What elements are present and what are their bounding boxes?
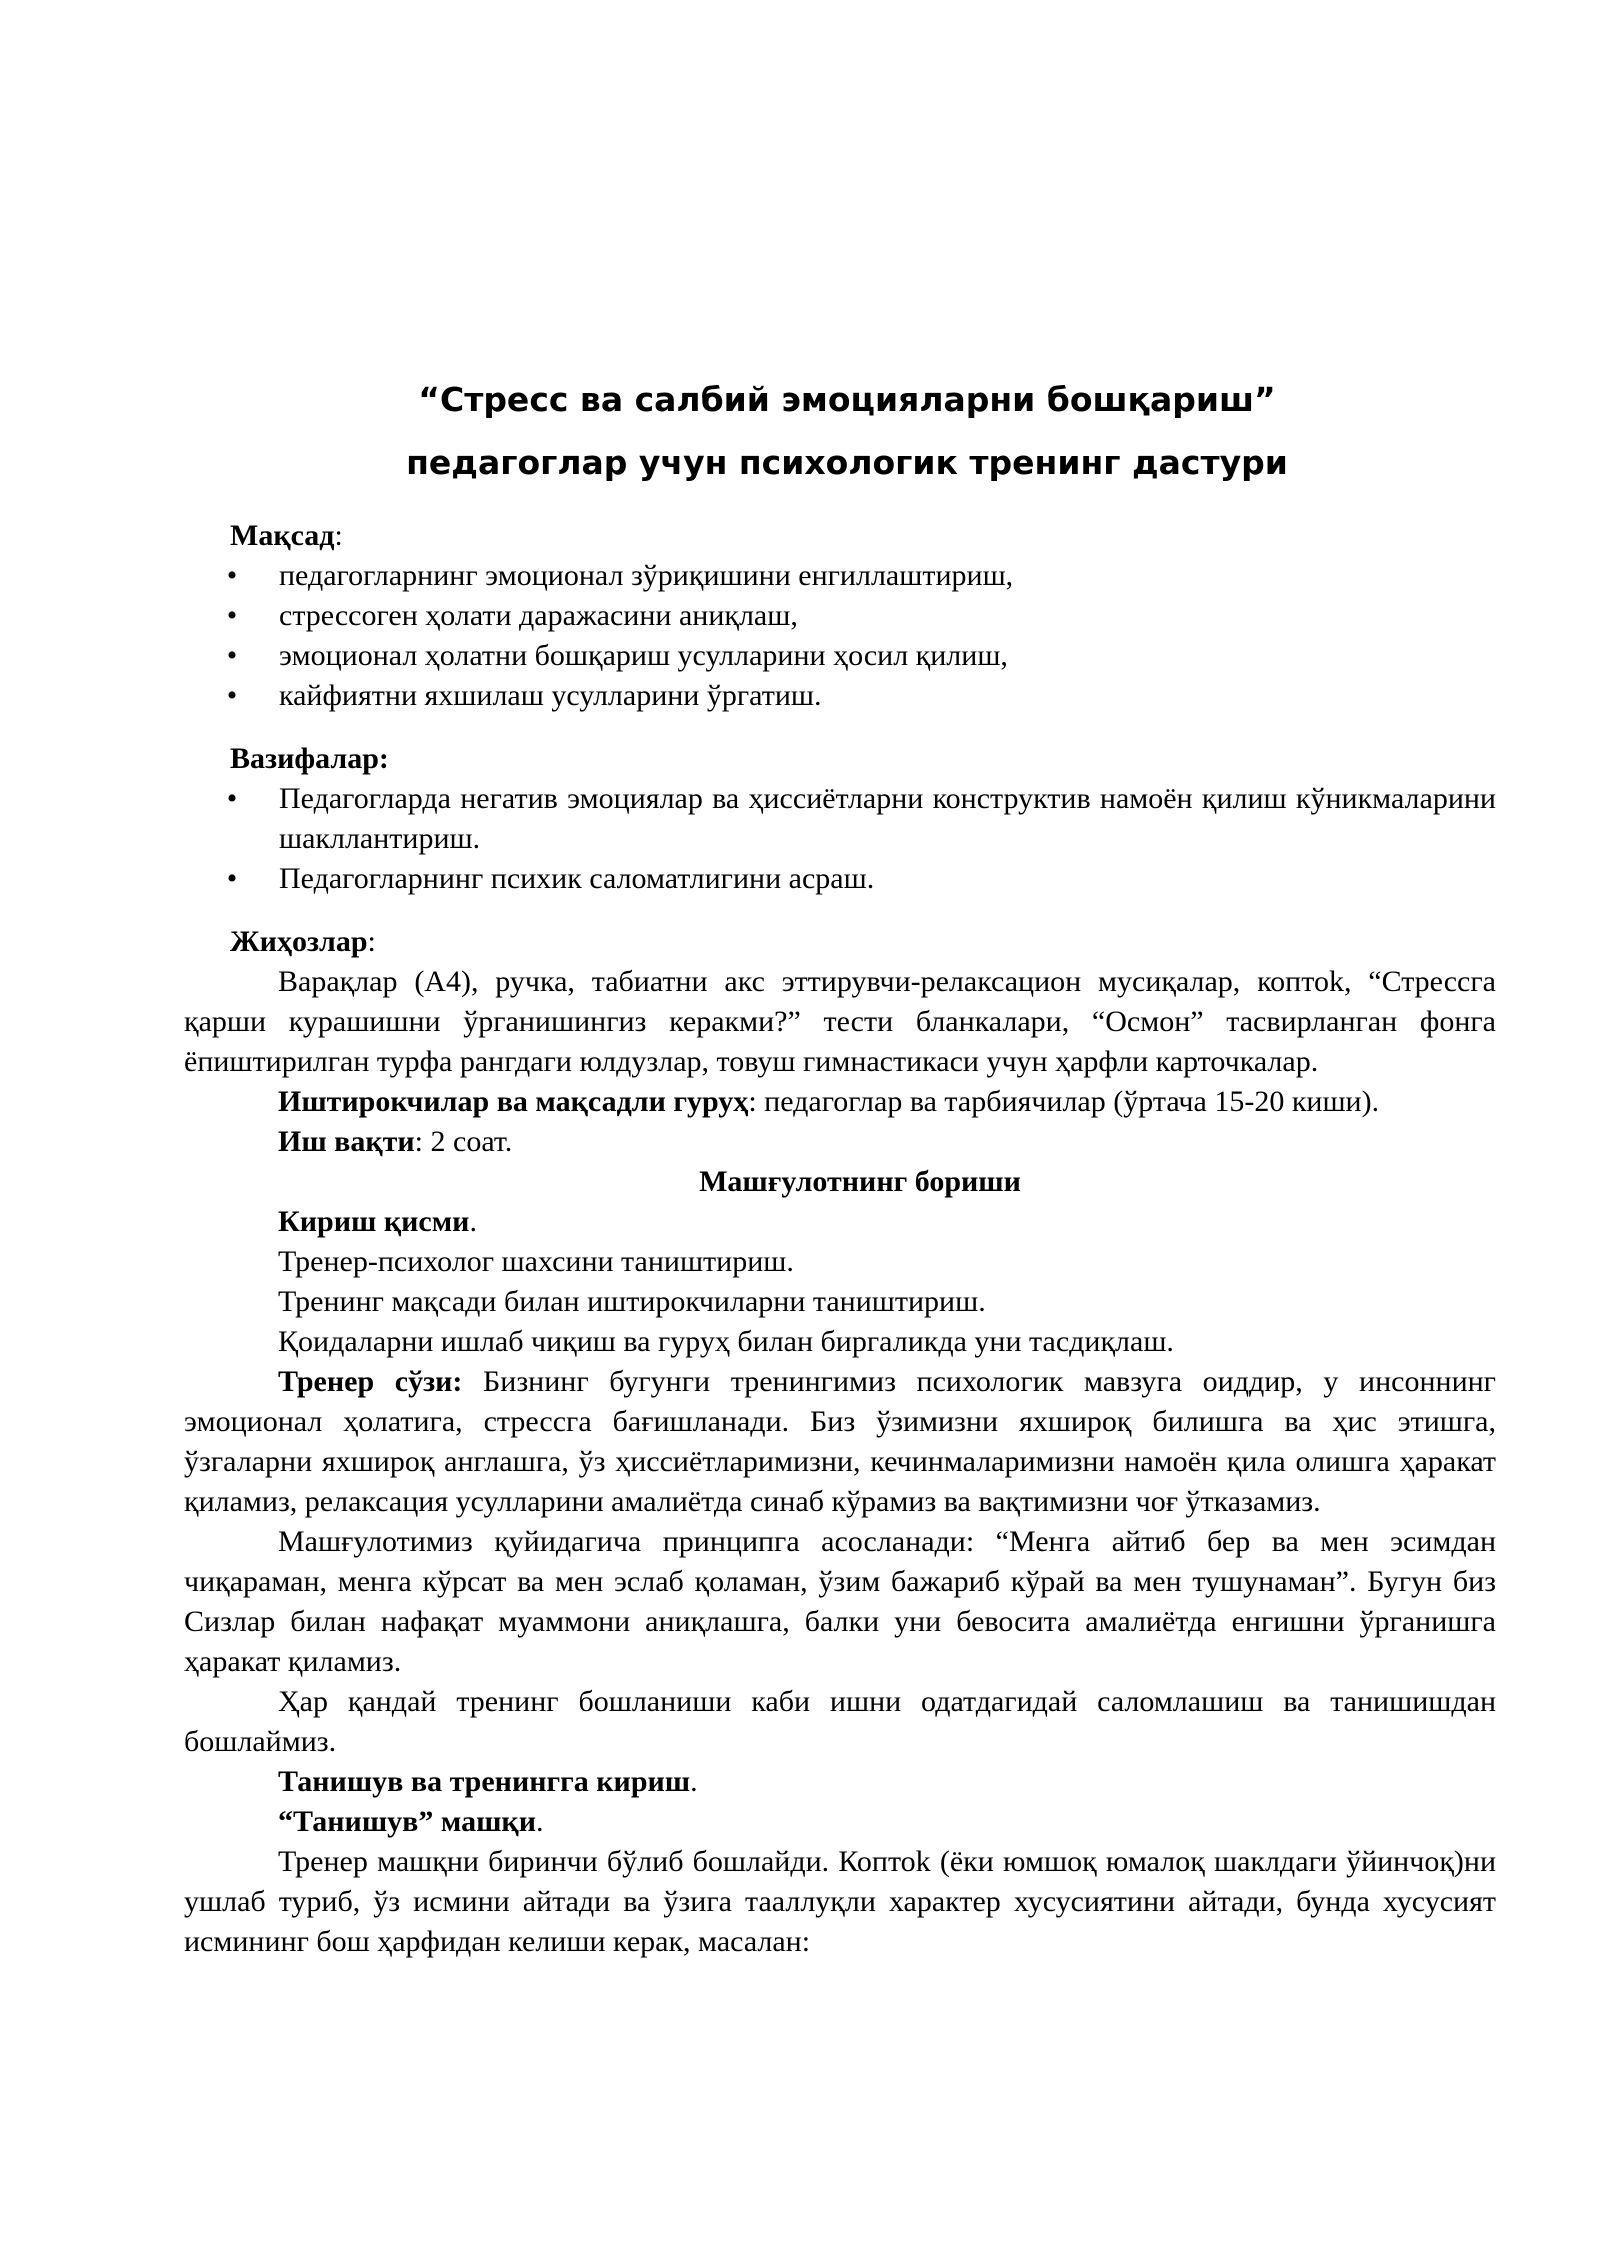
intro-line: Тренинг мақсади билан иштирокчиларни таништириш. bbox=[278, 1285, 986, 1318]
goal-heading-colon: : bbox=[334, 519, 343, 552]
equipment-heading-label: Жиҳозлар bbox=[230, 925, 368, 958]
goal-list bbox=[184, 556, 1496, 716]
goal-heading bbox=[230, 516, 1496, 556]
participants-paragraph bbox=[184, 1082, 1496, 1122]
intro-label: Кириш қисми bbox=[278, 1205, 470, 1238]
intro-line: Қоидаларни ишлаб чиқиш ва гуруҳ билан биргаликда уни тасдиқлаш. bbox=[278, 1325, 1174, 1358]
list-item-text: Педагогларнинг психик саломатлигини асраш. bbox=[279, 862, 875, 895]
list-item-text: педагогларнинг эмоционал зўриқишини енгиллаштириш, bbox=[279, 559, 1014, 592]
list-item bbox=[226, 636, 1496, 676]
title-line-1: “Стресс ва салбий эмоцияларни бошқариш” bbox=[418, 380, 1276, 419]
intro-heading bbox=[184, 1202, 1496, 1242]
tasks-heading bbox=[230, 739, 1496, 779]
list-item bbox=[226, 556, 1496, 596]
trainer-word-paragraph bbox=[184, 1362, 1496, 1522]
bullet-icon: • bbox=[226, 599, 238, 632]
list-item bbox=[226, 859, 1496, 899]
participants-label: Иштирокчилар ва мақсадли гуруҳ bbox=[278, 1085, 749, 1118]
tasks-heading-label: Вазифалар: bbox=[230, 742, 389, 775]
exercise-heading bbox=[184, 1802, 1496, 1842]
participants-text: : педагоглар ва тарбиячилар (ўртача 15-20 киши). bbox=[748, 1085, 1380, 1118]
list-item-text: эмоционал ҳолатни бошқариш усулларини ҳосил қилиш, bbox=[279, 639, 1008, 672]
bullet-icon: • bbox=[226, 862, 238, 895]
exercise-tail: . bbox=[536, 1805, 544, 1838]
equipment-heading bbox=[230, 922, 1496, 962]
intro-label-tail: . bbox=[469, 1205, 477, 1238]
bullet-icon: • bbox=[226, 679, 238, 712]
duration-paragraph bbox=[184, 1122, 1496, 1162]
greeting-paragraph: Ҳар қандай тренинг бошланиши каби ишни одатдагидай саломлашиш ва танишишдан бошлаймиз. bbox=[184, 1685, 1496, 1758]
tasks-list bbox=[184, 779, 1496, 899]
acquaintance-label: Танишув ва тренингга кириш bbox=[278, 1765, 691, 1798]
list-item bbox=[226, 779, 1496, 859]
bullet-icon: • bbox=[226, 559, 238, 592]
duration-label: Иш вақти bbox=[278, 1125, 415, 1158]
list-item bbox=[226, 676, 1496, 716]
acquaintance-heading bbox=[184, 1762, 1496, 1802]
exercise-paragraph: Тренер машқни биринчи бўлиб бошлайди. Коптоk (ёки юмшоқ юмалоқ шаклдаги ўйинчоқ)ни ушлаб туриб, ўз исмини айтади ва ўзига тааллуқли характер хусусиятини айтади, бунда хусусият исмининг бош ҳарфидан келиши керак, масалан: bbox=[184, 1845, 1496, 1958]
intro-line: Тренер-психолог шахсини таништириш. bbox=[278, 1245, 794, 1278]
document-page bbox=[184, 368, 1496, 1962]
bullet-icon: • bbox=[226, 782, 238, 815]
list-item-text: стрессоген ҳолати даражасини аниқлаш, bbox=[279, 599, 798, 632]
principle-paragraph: Машғулотимиз қуйидагича принципга асосланади: “Менга айтиб бер ва мен эсимдан чиқараман, менга кўрсат ва мен эслаб қоламан, ўзим бажариб кўрай ва мен тушунаман”. Бугун биз Сизлар билан нафақат муаммони аниқлашга, балки уни бевосита амалиётда енгишни ўрганишга ҳаракат қиламиз. bbox=[184, 1525, 1496, 1678]
trainer-word-label: Тренер сўзи: bbox=[278, 1365, 463, 1398]
equipment-heading-colon: : bbox=[367, 925, 376, 958]
list-item-text: Педагогларда негатив эмоциялар ва ҳиссиётларни конструктив намоён қилиш кўникмаларини шакллантириш. bbox=[279, 782, 1496, 855]
exercise-label: “Танишув” машқи bbox=[278, 1805, 536, 1838]
acquaintance-tail: . bbox=[690, 1765, 698, 1798]
list-item-text: кайфиятни яхшилаш усулларини ўргатиш. bbox=[279, 679, 822, 712]
section-gap bbox=[184, 899, 1496, 922]
duration-text: : 2 соат. bbox=[414, 1125, 513, 1158]
list-item bbox=[226, 596, 1496, 636]
section-gap bbox=[184, 716, 1496, 739]
course-heading bbox=[184, 1162, 1496, 1202]
course-heading-text: Машғулотнинг бориши bbox=[699, 1165, 1021, 1198]
bullet-icon: • bbox=[226, 639, 238, 672]
equipment-text: Варақлар (А4), ручка, табиатни акс эттирувчи-релаксацион мусиқалар, коптоk, “Стрессга қарши курашишни ўрганишингиз керакми?” тести бланкалари, “Осмон” тасвирланган фонга ёпиштирилган турфа рангдаги юлдузлар, товуш гимнастикаси учун ҳарфли карточкалар. bbox=[184, 965, 1496, 1078]
trainer-word-text: Бизнинг бугунги тренингимиз психологик мавзуга оиддир, у инсоннинг эмоционал ҳолатига, стрессга бағишланади. Биз ўзимизни яхшироқ билишга ва ҳис этишга, ўзгаларни яхшироқ англашга, ўз ҳиссиётларимизни, кечинмаларимизни намоён қила олишга ҳаракат қиламиз, релаксация усулларини амалиётда синаб кўрамиз ва вақтимизни чоғ ўтказамиз. bbox=[184, 1365, 1496, 1518]
goal-heading-label: Мақсад bbox=[230, 519, 335, 552]
title-line-2: педагоглар учун психологик тренинг дастури bbox=[406, 443, 1288, 482]
document-title bbox=[184, 368, 1496, 494]
